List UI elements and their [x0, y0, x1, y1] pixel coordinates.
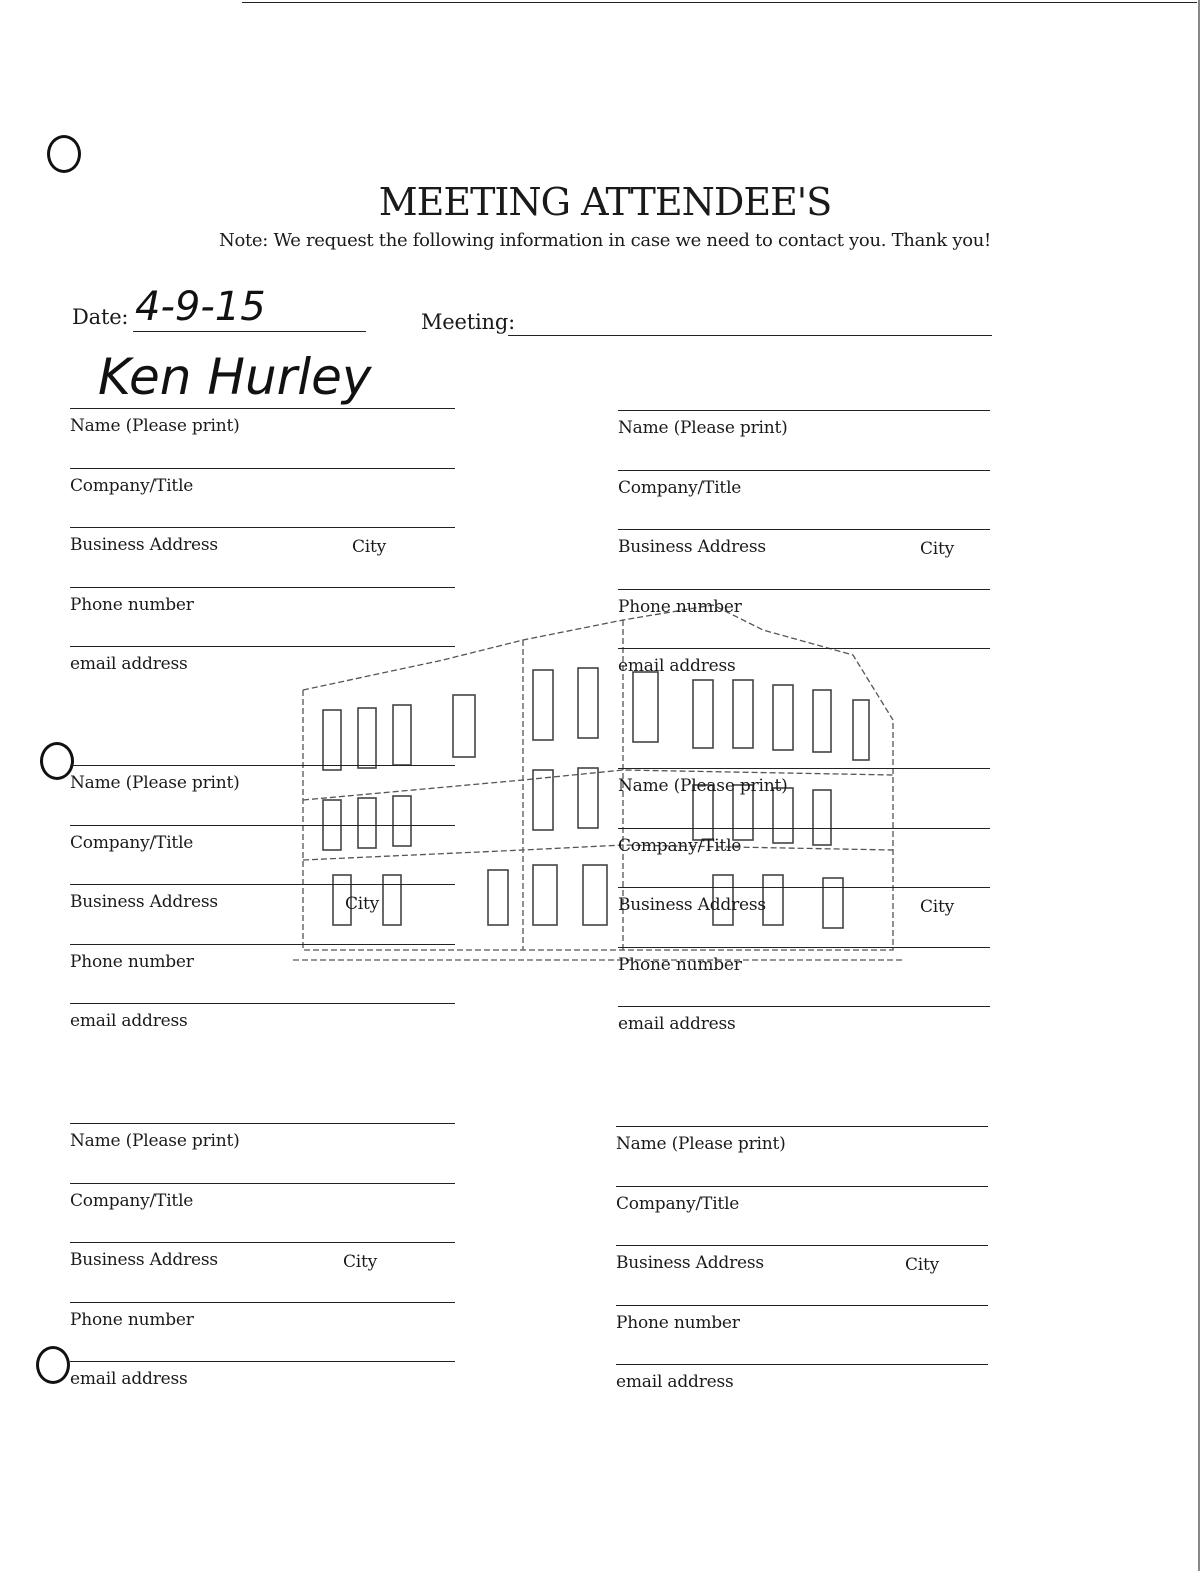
- city-label: City: [345, 894, 380, 914]
- email-line[interactable]: [618, 1006, 990, 1007]
- name-label: Name (Please print): [618, 418, 788, 438]
- company-label: Company/Title: [70, 475, 194, 496]
- address-label: Business Address: [616, 1253, 764, 1273]
- name-label: Name (Please print): [618, 776, 788, 796]
- address-line[interactable]: [70, 527, 455, 528]
- meeting-label: Meeting:: [421, 310, 515, 334]
- name-line[interactable]: [618, 768, 990, 769]
- address-label: Business Address: [618, 537, 766, 557]
- building-illustration: [293, 600, 905, 985]
- email-line[interactable]: [618, 648, 990, 649]
- company-line[interactable]: [616, 1186, 988, 1187]
- address-label: Business Address: [70, 1250, 218, 1270]
- email-line[interactable]: [70, 1361, 455, 1362]
- name-line[interactable]: [618, 410, 990, 411]
- email-line[interactable]: [70, 646, 455, 647]
- address-label: Business Address: [70, 535, 218, 555]
- city-label: City: [920, 897, 955, 917]
- phone-label: Phone number: [618, 954, 742, 975]
- city-label: City: [905, 1255, 940, 1275]
- address-label: Business Address: [618, 895, 766, 915]
- phone-line[interactable]: [618, 589, 990, 590]
- company-label: Company/Title: [70, 1190, 194, 1211]
- meeting-line: [508, 335, 992, 336]
- email-line[interactable]: [616, 1364, 988, 1365]
- company-label: Company/Title: [618, 477, 742, 498]
- company-line[interactable]: [70, 468, 455, 469]
- form-title: MEETING ATTENDEE'S: [378, 180, 832, 224]
- company-line[interactable]: [618, 470, 990, 471]
- company-line[interactable]: [70, 825, 455, 826]
- date-line: [133, 331, 366, 332]
- attendee-name-value[interactable]: Ken Hurley: [98, 348, 372, 406]
- email-label: email address: [70, 654, 188, 674]
- punch-hole-top: [47, 135, 81, 173]
- name-label: Name (Please print): [70, 416, 240, 436]
- city-label: City: [352, 537, 387, 557]
- name-label: Name (Please print): [616, 1134, 786, 1154]
- date-value[interactable]: 4-9-15: [135, 284, 266, 330]
- city-label: City: [920, 539, 955, 559]
- email-label: email address: [70, 1369, 188, 1389]
- phone-label: Phone number: [70, 594, 194, 615]
- punch-hole-middle: [40, 742, 74, 780]
- address-line[interactable]: [618, 887, 990, 888]
- company-label: Company/Title: [70, 832, 194, 853]
- email-label: email address: [70, 1011, 188, 1031]
- phone-label: Phone number: [70, 1309, 194, 1330]
- date-label: Date:: [72, 305, 129, 329]
- form-note: Note: We request the following information in case we need to contact you. Thank you!: [219, 230, 991, 251]
- city-label: City: [343, 1252, 378, 1272]
- address-line[interactable]: [70, 1242, 455, 1243]
- punch-hole-bottom: [36, 1346, 70, 1384]
- phone-label: Phone number: [70, 951, 194, 972]
- phone-line[interactable]: [70, 587, 455, 588]
- email-label: email address: [618, 656, 736, 676]
- phone-line[interactable]: [70, 1302, 455, 1303]
- address-label: Business Address: [70, 892, 218, 912]
- company-label: Company/Title: [616, 1193, 740, 1214]
- address-line[interactable]: [618, 529, 990, 530]
- name-line[interactable]: [616, 1126, 988, 1127]
- phone-label: Phone number: [618, 596, 742, 617]
- name-line[interactable]: [70, 408, 455, 409]
- phone-label: Phone number: [616, 1312, 740, 1333]
- company-label: Company/Title: [618, 835, 742, 856]
- email-label: email address: [616, 1372, 734, 1392]
- name-label: Name (Please print): [70, 773, 240, 793]
- phone-line[interactable]: [70, 944, 455, 945]
- name-line[interactable]: [70, 765, 455, 766]
- company-line[interactable]: [70, 1183, 455, 1184]
- email-label: email address: [618, 1014, 736, 1034]
- name-label: Name (Please print): [70, 1131, 240, 1151]
- address-line[interactable]: [616, 1245, 988, 1246]
- company-line[interactable]: [618, 828, 990, 829]
- phone-line[interactable]: [616, 1305, 988, 1306]
- phone-line[interactable]: [618, 947, 990, 948]
- address-line[interactable]: [70, 884, 455, 885]
- name-line[interactable]: [70, 1123, 455, 1124]
- scan-edge-line: [242, 2, 1197, 3]
- email-line[interactable]: [70, 1003, 455, 1004]
